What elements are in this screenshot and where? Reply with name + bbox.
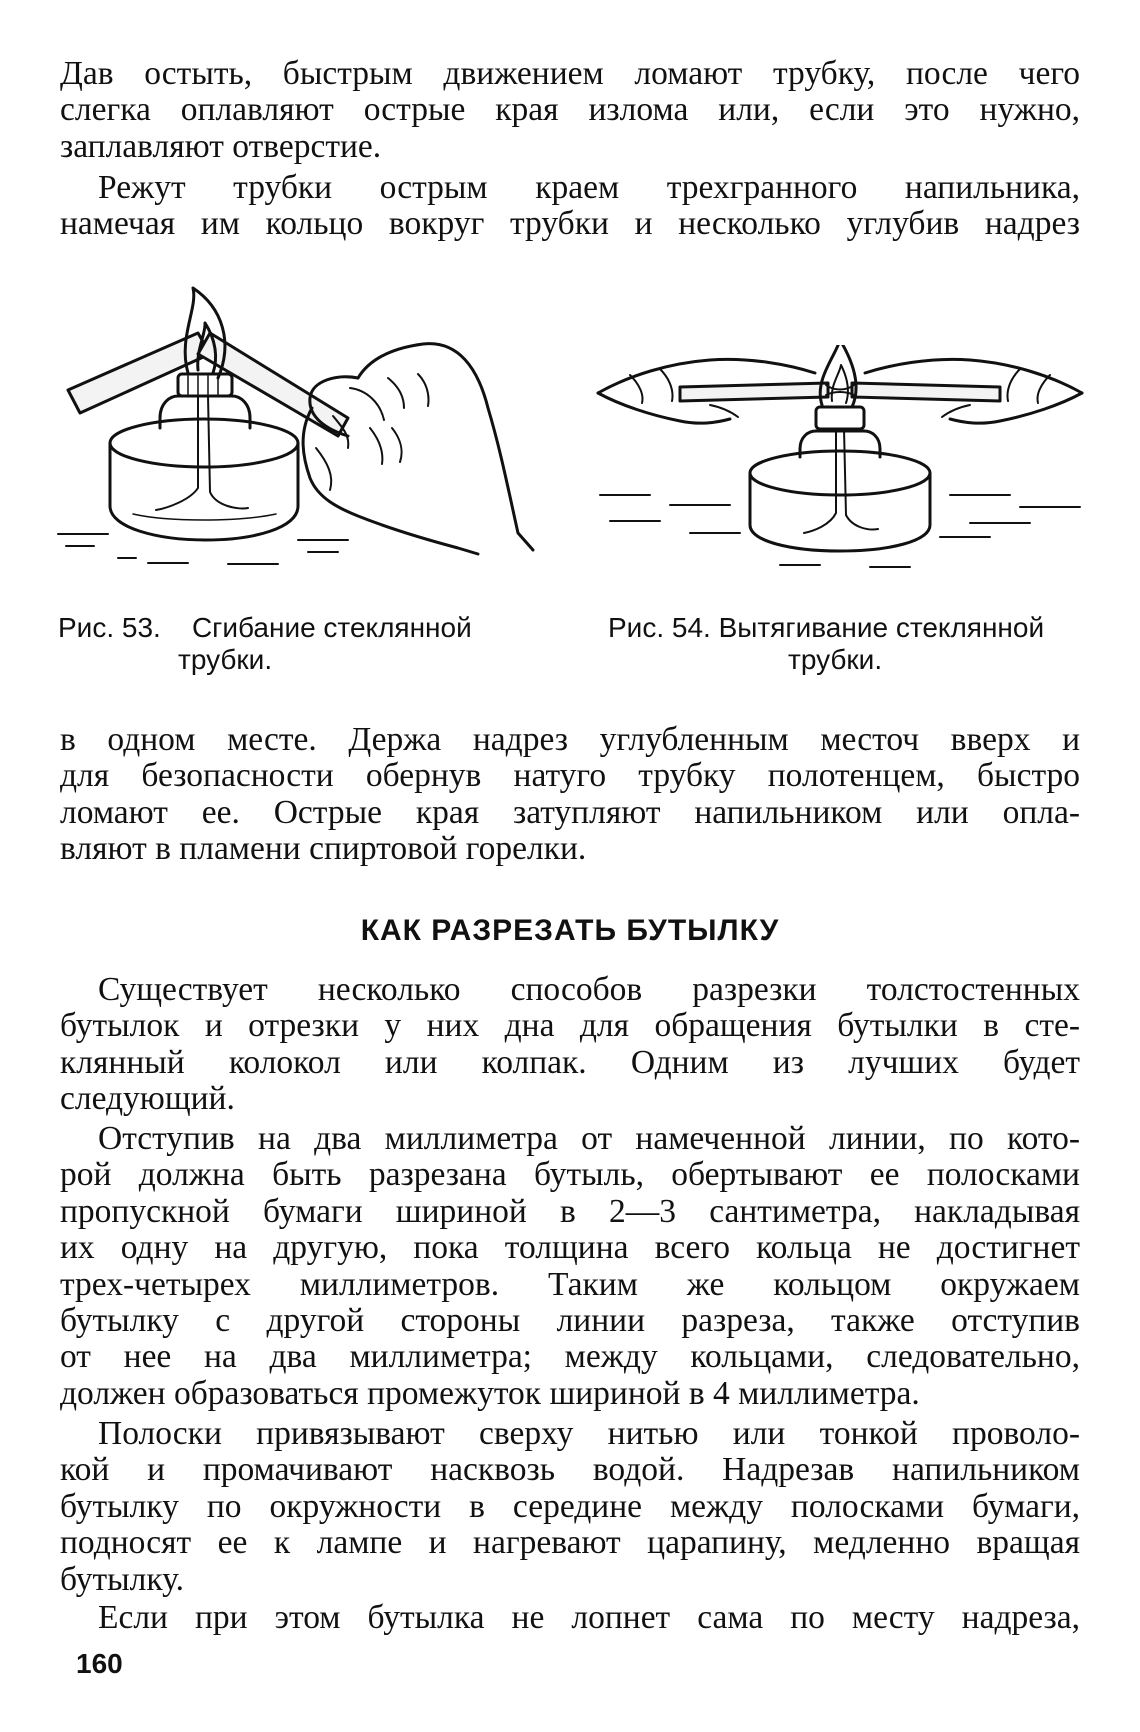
paragraph-2 — [60, 170, 1080, 243]
text-line: Дав остыть, быстрым движением ломают трубку, после чего — [60, 55, 1080, 92]
figure-53-illustration — [48, 278, 548, 598]
paragraph-6 — [60, 1416, 1080, 1598]
text-line: вляют в пламени спиртовой горелки. — [60, 830, 587, 868]
text-line: бутылок и отрезки у них дна для обращения бутылки в сте- — [60, 1007, 1080, 1045]
text-line: ломают ее. Острые края затупляют напильником или опла- — [60, 793, 1080, 831]
paragraph-7 — [60, 1600, 1080, 1636]
text-line: заплавляют отверстие. — [60, 127, 382, 165]
text-line: намечая им кольцо вокруг трубки и несколько углубив надрез — [60, 205, 1080, 243]
paragraph-5 — [60, 1121, 1080, 1412]
paragraph-4 — [60, 972, 1080, 1118]
figure-53-caption-line1: Сгибание стеклянной — [191, 612, 472, 643]
text-line: следующий. — [60, 1080, 235, 1118]
figure-53-caption — [58, 612, 538, 676]
text-line: Отступив на два миллиметра от намеченной линии, по кото- — [98, 1120, 1080, 1157]
figure-54-illustration — [590, 345, 1090, 595]
text-line: Существует несколько способов разрезки толстостенных — [98, 971, 1080, 1008]
text-line: должен образоваться промежуток шириной в 4 миллиметра. — [60, 1374, 920, 1412]
text-line: подносят ее к лампе и нагревают царапину, медленно вращая — [60, 1524, 1080, 1562]
text-line: в одном месте. Держа надрез углубленным месточ вверх и — [60, 721, 1080, 758]
section-heading: КАК РАЗРЕЗАТЬ БУТЫЛКУ — [360, 914, 780, 947]
text-line: бутылку. — [60, 1560, 184, 1598]
figure-54-caption-line1: Вытягивание стеклянной — [718, 612, 1045, 643]
figure-54-label: Рис. 54. — [608, 612, 711, 643]
paragraph-1 — [60, 56, 1080, 165]
text-line: бутылку с другой стороны линии разреза, также отступив — [60, 1302, 1080, 1340]
figure-54-caption-line2: трубки. — [788, 644, 883, 675]
figure-53-caption-line2: трубки. — [178, 644, 273, 675]
text-line: кой и промачивают насквозь водой. Надрезав напильником — [60, 1451, 1080, 1489]
figure-54-caption — [608, 612, 1088, 676]
text-line: Если при этом бутылка не лопнет сама по месту надреза, — [98, 1599, 1080, 1636]
text-line: трех-четырех миллиметров. Таким же кольцом окружаем — [60, 1265, 1080, 1303]
paragraph-3 — [60, 722, 1080, 868]
text-line: Режут трубки острым краем трехгранного напильника, — [98, 169, 1080, 206]
text-line: их одну на другую, пока толщина всего кольца не достигнет — [60, 1229, 1080, 1267]
text-line: для безопасности обернув натуго трубку полотенцем, быстро — [60, 757, 1080, 795]
figure-53-label: Рис. 53. — [58, 612, 161, 643]
text-line: пропускной бумаги шириной в 2—3 сантиметра, накладывая — [60, 1192, 1080, 1230]
text-line: клянный колокол или колпак. Одним из лучших будет — [60, 1043, 1080, 1081]
text-line: от нее на два миллиметра; между кольцами, следовательно, — [60, 1338, 1080, 1376]
page-number: 160 — [76, 1648, 123, 1679]
text-line: Полоски привязывают сверху нитью или тонкой проволо- — [98, 1415, 1080, 1452]
text-line: слегка оплавляют острые края излома или, если это нужно, — [60, 91, 1080, 129]
text-line: бутылку по окружности в середине между полосками бумаги, — [60, 1487, 1080, 1525]
text-line: рой должна быть разрезана бутыль, обертывают ее полосками — [60, 1156, 1080, 1194]
